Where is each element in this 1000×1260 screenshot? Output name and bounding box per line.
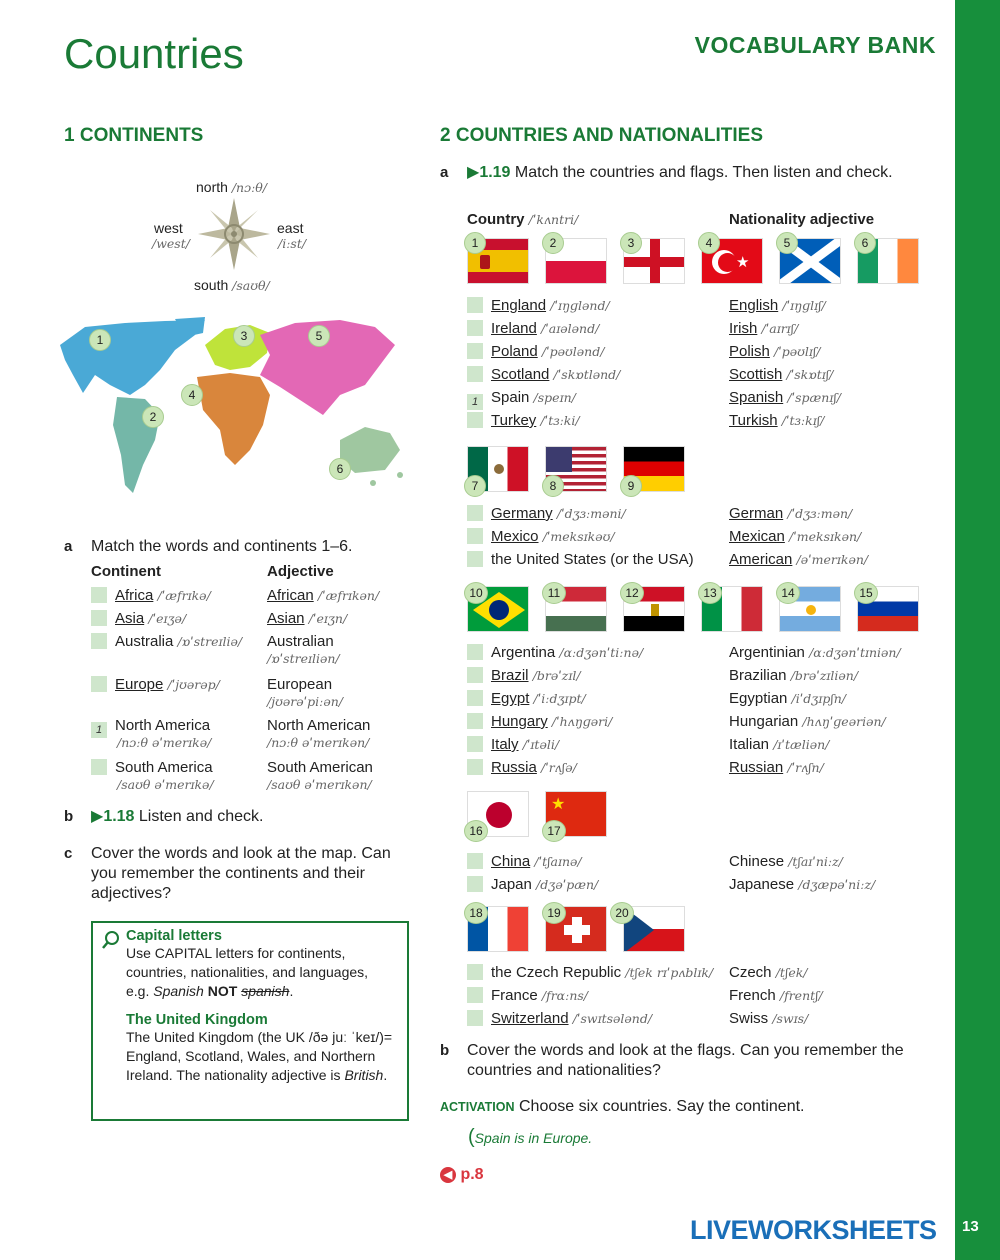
nationality-row: Spanish /ˈspænɪʃ/ — [729, 389, 841, 406]
nationality-row: French /frentʃ/ — [729, 987, 823, 1004]
adjective-word: Asian — [267, 610, 305, 627]
flag-number-8: 8 — [542, 475, 564, 497]
nationality-row: English /ˈɪŋɡlɪʃ/ — [729, 297, 826, 314]
answer-box[interactable] — [467, 297, 483, 313]
nationality-row: Argentinian /ɑːdʒənˈtɪniən/ — [729, 644, 901, 661]
answer-box[interactable] — [467, 876, 483, 892]
flag-number-11: 11 — [542, 582, 566, 604]
compass-south-phonetic: /saʊθ/ — [232, 278, 270, 293]
nationality-row: Japanese /dʒæpəˈniːz/ — [729, 876, 876, 893]
flag-number-14: 14 — [776, 582, 800, 604]
flag-number-4: 4 — [698, 232, 720, 254]
country-row[interactable]: Ireland /ˈaɪələnd/ — [467, 319, 599, 338]
country-row[interactable]: Switzerland /ˈswɪtsələnd/ — [467, 1009, 652, 1028]
country-row[interactable]: the Czech Republic /tʃek rɪˈpʌblɪk/ — [467, 963, 713, 982]
adjective-phonetic: /nɔːθ əˈmerɪkən/ — [267, 735, 370, 750]
answer-box[interactable] — [467, 713, 483, 729]
answer-box[interactable] — [91, 610, 107, 626]
continent-word: Asia — [115, 610, 145, 627]
country-row[interactable]: France /frɑːns/ — [467, 986, 588, 1005]
exercise-1b-instruction: Listen and check. — [138, 808, 264, 825]
country-row[interactable]: Egypt /ˈiːdʒɪpt/ — [467, 689, 586, 708]
compass-east: east — [277, 220, 304, 236]
nationality-row: Chinese /tʃaɪˈniːz/ — [729, 853, 843, 870]
country-row[interactable]: 1 Spain /speɪn/ — [467, 388, 576, 410]
country-row[interactable]: Scotland /ˈskɒtlənd/ — [467, 365, 620, 384]
flag-number-5: 5 — [776, 232, 798, 254]
map-label-5[interactable]: 5 — [308, 325, 330, 347]
nationality-row: Irish /ˈaɪrɪʃ/ — [729, 320, 799, 337]
flag-number-13: 13 — [698, 582, 722, 604]
flag-number-18: 18 — [464, 902, 488, 924]
example-text: Spain is in Europe. — [474, 1130, 593, 1146]
country-row[interactable]: Germany /ˈdʒɜːməni/ — [467, 504, 626, 523]
country-row[interactable]: Hungary /ˈhʌŋɡəri/ — [467, 712, 612, 731]
liveworksheets-logo: LIVEWORKSHEETS — [690, 1215, 937, 1245]
country-row[interactable]: China /ˈtʃaɪnə/ — [467, 852, 582, 871]
map-label-2[interactable]: 2 — [142, 406, 164, 428]
continent-word: Australia — [115, 633, 174, 650]
continent-row[interactable] — [91, 675, 220, 694]
answer-box[interactable] — [467, 412, 483, 428]
compass-north: north — [196, 179, 228, 195]
capital-letters-tip-box — [91, 921, 409, 1121]
flag-number-17: 17 — [542, 820, 566, 842]
flag-china: ★ — [545, 791, 607, 837]
audio-track-number[interactable]: 1.19 — [479, 164, 511, 181]
answer-box[interactable] — [467, 667, 483, 683]
compass-west: west — [154, 220, 183, 236]
page-reference[interactable] — [440, 1166, 484, 1184]
map-africa — [197, 373, 270, 465]
exercise-1b-letter: b — [64, 808, 74, 825]
audio-icon[interactable]: ▶ — [467, 164, 480, 181]
answer-box[interactable] — [91, 587, 107, 603]
answer-box[interactable] — [467, 987, 483, 1003]
answer-box[interactable] — [467, 366, 483, 382]
nationality-column-header: Nationality adjective — [729, 211, 875, 228]
answer-box[interactable] — [91, 759, 107, 775]
continent-word: South America — [115, 759, 213, 776]
flag-number-10: 10 — [464, 582, 488, 604]
country-column-header: Country /ˈkʌntri/ — [467, 211, 579, 228]
exercise-2b-instruction: Cover the words and look at the flags. Can you remember the countries and nationalities? — [467, 1042, 904, 1079]
answer-box[interactable] — [467, 320, 483, 336]
audio-icon[interactable]: ▶ — [91, 808, 104, 825]
country-row[interactable]: England /ˈɪŋɡlənd/ — [467, 296, 610, 315]
nationality-row: Polish /ˈpəʊlɪʃ/ — [729, 343, 821, 360]
answer-box[interactable] — [467, 690, 483, 706]
adjective-word: South American — [267, 759, 373, 776]
example-speech — [468, 1126, 592, 1149]
answer-box[interactable] — [91, 676, 107, 692]
flag-number-15: 15 — [854, 582, 878, 604]
flag-number-7: 7 — [464, 475, 486, 497]
country-row[interactable]: Italy /ˈɪtəli/ — [467, 735, 559, 754]
compass-east-phonetic: /iːst/ — [278, 236, 307, 251]
adjective-phonetic: /saʊθ əˈmerɪkən/ — [267, 777, 372, 792]
continent-phonetic: /saʊθ əˈmerɪkə/ — [117, 777, 214, 792]
answer-box[interactable] — [467, 759, 483, 775]
country-row[interactable]: Brazil /brəˈzɪl/ — [467, 666, 581, 685]
exercise-1c-letter: c — [64, 845, 73, 862]
page-title: Countries — [64, 30, 244, 77]
answer-box[interactable] — [467, 644, 483, 660]
section-label: VOCABULARY BANK — [694, 32, 936, 58]
nationality-row: Brazilian /brəˈzɪliən/ — [729, 667, 859, 684]
continent-phonetic: /ˈjʊərəp/ — [167, 677, 220, 692]
flag-turkey: ★ — [701, 238, 763, 284]
exercise-2a-line — [467, 163, 907, 183]
adjective-column-header: Adjective — [267, 563, 334, 580]
continent-row[interactable] — [91, 586, 211, 605]
adjective-phonetic: /ɒˈstreɪliən/ — [267, 651, 340, 666]
compass-west-phonetic: /west/ — [152, 236, 190, 251]
adjective-phonetic: /jʊərəˈpiːən/ — [267, 694, 344, 709]
compass-north-phonetic: /nɔːθ/ — [231, 180, 268, 195]
nationality-row: Swiss /swɪs/ — [729, 1010, 809, 1027]
magnifier-icon — [101, 930, 121, 950]
continent-row[interactable] — [91, 758, 213, 777]
exercise-2a-instruction: Match the countries and flags. Then listen and check. — [514, 164, 893, 181]
nationality-row: Russian /ˈrʌʃn/ — [729, 759, 824, 776]
exercise-1a-letter: a — [64, 538, 73, 555]
exercise-2a-letter: a — [440, 164, 449, 181]
answer-box[interactable] — [467, 528, 483, 544]
answer-box[interactable] — [467, 853, 483, 869]
flag-number-3: 3 — [620, 232, 642, 254]
activation-instruction: Choose six countries. Say the continent. — [518, 1098, 805, 1115]
answer-box[interactable] — [467, 551, 483, 567]
flag-number-1: 1 — [464, 232, 486, 254]
answer-box[interactable] — [467, 964, 483, 980]
page-number: 13 — [962, 1218, 979, 1235]
continent-phonetic: /nɔːθ əˈmerɪkə/ — [117, 735, 212, 750]
united-kingdom-text: The United Kingdom (the UK /ðə juː ˈkeɪ/)= England, Scotland, Wales, and Northern Ireland. The nationality adjective is British. — [126, 1029, 393, 1083]
page-reference-text[interactable]: p.8 — [460, 1166, 484, 1183]
answer-box[interactable]: 1 — [91, 722, 107, 738]
capital-letters-heading: Capital letters — [126, 928, 222, 944]
continent-row[interactable] — [91, 609, 186, 628]
nationality-row: American /əˈmerɪkən/ — [729, 551, 869, 568]
back-arrow-icon[interactable]: ◀ — [440, 1167, 456, 1183]
nationality-row: German /ˈdʒɜːmən/ — [729, 505, 853, 522]
exercise-1b-line — [91, 807, 263, 826]
continent-word: Africa — [115, 587, 154, 604]
map-label-4[interactable]: 4 — [181, 384, 203, 406]
answer-box[interactable] — [467, 343, 483, 359]
map-label-1[interactable]: 1 — [89, 329, 111, 351]
answer-box[interactable]: 1 — [467, 394, 483, 410]
flag-number-19: 19 — [542, 902, 566, 924]
country-row[interactable]: Japan /dʒəˈpæn/ — [467, 875, 598, 894]
nationality-row: Italian /ɪˈtæliən/ — [729, 736, 830, 753]
exercise-2b-letter: b — [440, 1042, 450, 1059]
continent-word: North America — [115, 717, 211, 734]
answer-box[interactable] — [467, 1010, 483, 1026]
country-row[interactable]: Turkey /ˈtɜːki/ — [467, 411, 580, 430]
adjective-row — [267, 609, 347, 628]
adjective-word: North American — [267, 717, 371, 734]
compass-south: south — [194, 277, 229, 293]
flag-number-12: 12 — [620, 582, 644, 604]
capital-letters-text: Use CAPITAL letters for continents, countries, nationalities, and languages, — [126, 945, 369, 980]
adjective-row — [267, 586, 379, 605]
adjective-word: Australian — [267, 633, 334, 650]
flag-number-6: 6 — [854, 232, 876, 254]
nationality-row: Egyptian /iˈdʒɪpʃn/ — [729, 690, 846, 707]
nationality-row: Scottish /ˈskɒtɪʃ/ — [729, 366, 834, 383]
country-row[interactable]: Poland /ˈpəʊlənd/ — [467, 342, 604, 361]
exercise-1a-instruction: Match the words and continents 1–6. — [91, 538, 353, 555]
country-row[interactable]: Russia /ˈrʌʃə/ — [467, 758, 577, 777]
speech-bubble-icon: ( — [468, 1126, 475, 1148]
answer-box[interactable] — [467, 736, 483, 752]
continent-word: Europe — [115, 676, 164, 693]
nationality-row: Hungarian /hʌŋˈɡeəriən/ — [729, 713, 886, 730]
audio-track-number[interactable]: 1.18 — [103, 808, 135, 825]
continents-heading: 1 CONTINENTS — [64, 125, 204, 146]
country-row[interactable]: Argentina /ɑːdʒənˈtiːnə/ — [467, 643, 643, 662]
continent-phonetic: /ɒˈstreɪliə/ — [177, 634, 243, 649]
continent-phonetic: /ˈæfrɪkə/ — [157, 588, 211, 603]
continent-phonetic: /ˈeɪʒə/ — [148, 611, 187, 626]
activation-line — [440, 1097, 804, 1117]
united-kingdom-heading: The United Kingdom — [126, 1012, 268, 1028]
flag-number-9: 9 — [620, 475, 642, 497]
green-side-stripe — [955, 0, 1000, 1260]
activation-label: ACTIVATION — [440, 1100, 515, 1114]
adjective-phonetic: /ˈeɪʒn/ — [308, 611, 348, 626]
nationality-row: Czech /tʃek/ — [729, 964, 808, 981]
nationality-row: Turkish /ˈtɜːkɪʃ/ — [729, 412, 825, 429]
flag-number-16: 16 — [464, 820, 488, 842]
country-row[interactable]: Mexico /ˈmeksɪkəʊ/ — [467, 527, 615, 546]
flag-number-20: 20 — [610, 902, 634, 924]
compass-rose-icon — [196, 196, 272, 272]
country-row[interactable]: the United States (or the USA) — [467, 550, 694, 569]
exercise-1c-instruction: Cover the words and look at the map. Can you remember the continents and their adjectives? — [91, 845, 391, 902]
adjective-word: European — [267, 676, 333, 693]
map-label-3[interactable]: 3 — [233, 325, 255, 347]
adjective-word: African — [267, 587, 314, 604]
capital-letters-example: e.g. Spanish NOT spanish. — [126, 983, 294, 999]
answer-box[interactable] — [467, 505, 483, 521]
continent-column-header: Continent — [91, 563, 161, 580]
map-label-6[interactable]: 6 — [329, 458, 351, 480]
answer-box[interactable] — [91, 633, 107, 649]
continent-row[interactable] — [91, 632, 242, 651]
nationality-row: Mexican /ˈmeksɪkən/ — [729, 528, 862, 545]
adjective-phonetic: /ˈæfrɪkən/ — [317, 588, 380, 603]
countries-heading: 2 COUNTRIES AND NATIONALITIES — [440, 125, 764, 146]
flag-number-2: 2 — [542, 232, 564, 254]
